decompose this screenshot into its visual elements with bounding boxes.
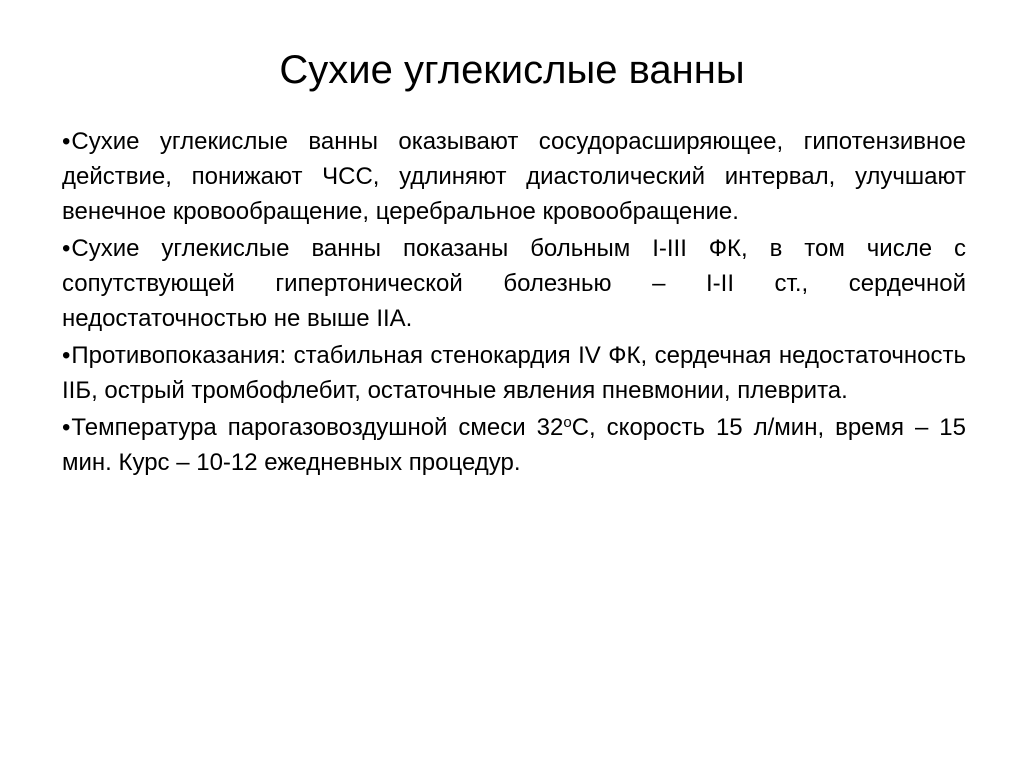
bullet-text-effects: Сухие углекислые ванны оказывают сосудорасширяющее, гипотензивное действие, понижают ЧСС, удлиняют диастолический интервал, улучшают венечное кровообращение, церебральное кровообращение. — [62, 128, 966, 225]
bullet-list — [62, 124, 966, 482]
bullet-text-indications: Сухие углекислые ванны показаны больным I-III ФК, в том числе с сопутствующей гипертонической болезнью – I-II ст., сердечной недостаточностью не выше IIА. — [62, 235, 966, 332]
bullet-text-procedure-end: С, скорость 15 л/мин, время – 15 мин. Курс – 10-12 ежедневных процедур. — [62, 414, 967, 476]
bullet-item-indications — [62, 231, 966, 336]
bullet-mark: • — [62, 235, 71, 262]
bullet-item-effects — [62, 124, 966, 229]
bullet-item-contraindications — [62, 338, 966, 408]
bullet-item-procedure — [62, 410, 966, 480]
degree-superscript: о — [563, 414, 572, 431]
bullet-text-procedure-start: Температура парогазовоздушной смеси 32 — [71, 414, 564, 441]
bullet-mark: • — [62, 128, 71, 155]
bullet-text-contraindications: Противопоказания: стабильная стенокардия IV ФК, сердечная недостаточность IIБ, острый тромбофлебит, остаточные явления пневмонии, плеврита. — [62, 342, 966, 404]
bullet-mark: • — [62, 414, 71, 441]
bullet-mark: • — [62, 342, 71, 369]
slide-title: Сухие углекислые ванны — [279, 48, 745, 92]
